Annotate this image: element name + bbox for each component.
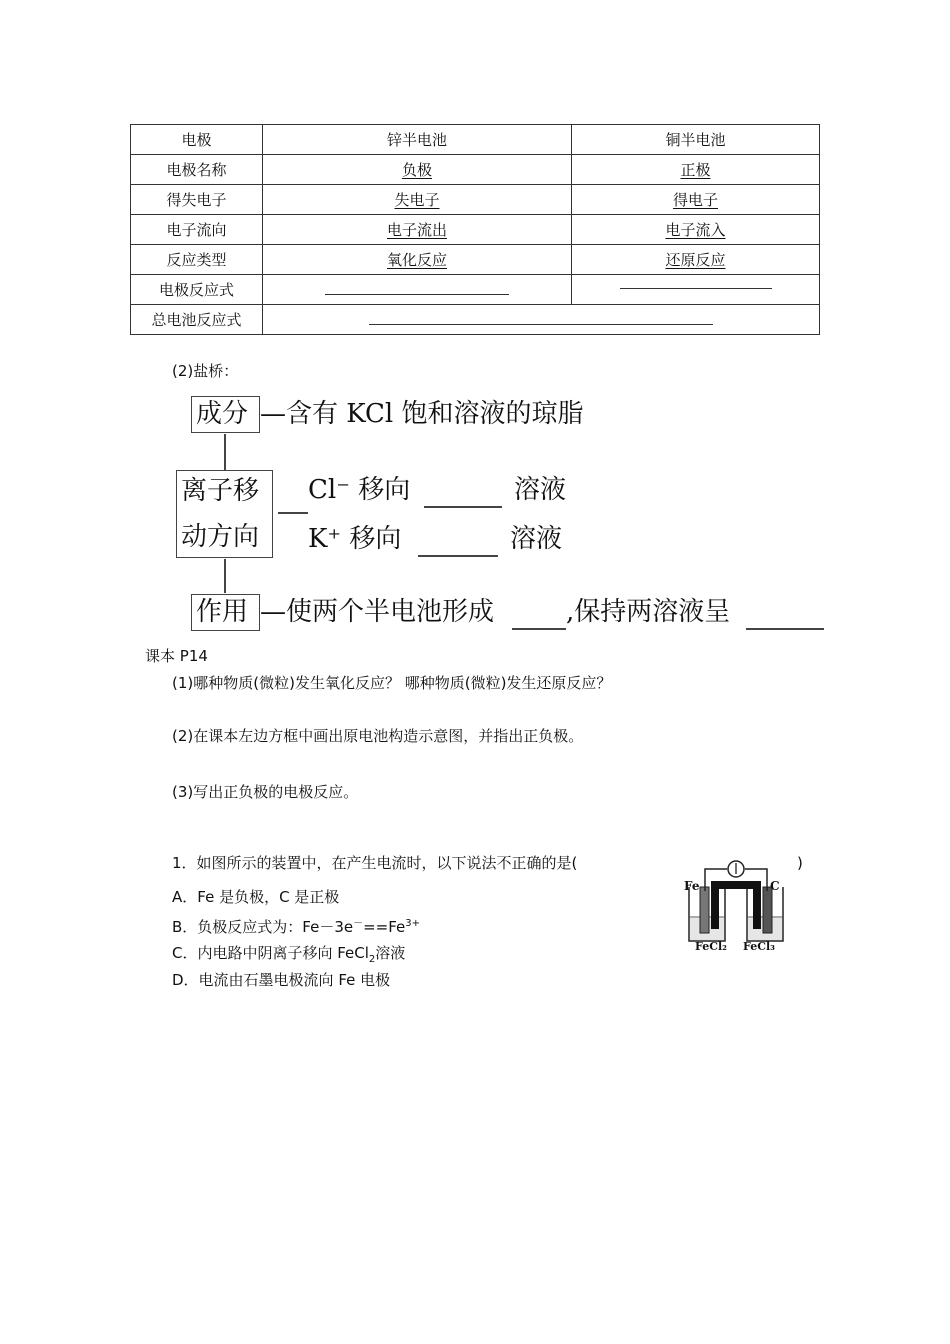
table-row <box>131 245 820 275</box>
total-reaction-blank[interactable] <box>369 314 713 325</box>
k-suffix: 溶液 <box>510 524 563 554</box>
zn-value: 负极 <box>401 160 432 179</box>
zn-reaction-blank[interactable] <box>325 284 509 295</box>
function-answer-blank-1[interactable] <box>512 628 566 630</box>
cl-suffix: 溶液 <box>514 475 567 505</box>
connector-line <box>224 434 226 470</box>
cl-migration-text: Cl⁻ 移向 <box>308 475 411 505</box>
option-b-mid: ==Fe <box>363 918 406 936</box>
connector-line <box>224 559 226 593</box>
function-answer-blank-2[interactable] <box>746 628 824 630</box>
row-label: 总电池反应式 <box>131 305 263 335</box>
option-c-suffix: 溶液 <box>375 944 406 962</box>
c-label: C <box>770 879 780 893</box>
question-1-close-paren: ) <box>797 854 803 872</box>
cu-value: 还原反应 <box>665 250 726 269</box>
fecl3-label: FeCl₃ <box>743 940 775 953</box>
fe-electrode <box>700 887 709 933</box>
option-b-prefix: B．负极反应式为：Fe－3e <box>172 918 354 936</box>
connector-line <box>278 512 308 514</box>
option-a: A．Fe 是负极，C 是正极 <box>172 888 340 906</box>
question-1-stem: 1．如图所示的装置中，在产生电流时，以下说法不正确的是( <box>172 854 578 872</box>
table-row <box>131 155 820 185</box>
zn-value: 失电子 <box>394 190 440 209</box>
option-b <box>172 914 420 937</box>
row-label: 反应类型 <box>131 245 263 275</box>
salt-bridge-heading: (2)盐桥： <box>172 362 239 380</box>
row-label: 电子流向 <box>131 215 263 245</box>
half-cell-comparison-table <box>130 124 820 335</box>
c-electrode <box>763 887 772 933</box>
option-c-prefix: C．内电路中阴离子移向 FeCl <box>172 944 369 962</box>
table-header-row <box>131 125 820 155</box>
composition-box: 成分 <box>191 396 260 433</box>
option-d: D．电流由石墨电极流向 Fe 电极 <box>172 971 391 989</box>
option-b-sup1: － <box>353 918 364 929</box>
migration-box-line1: 离子移 <box>181 476 260 506</box>
function-text-2: ,保持两溶液呈 <box>566 597 731 627</box>
table-row <box>131 305 820 335</box>
migration-box-line2: 动方向 <box>181 522 260 552</box>
cu-value: 电子流入 <box>665 220 726 239</box>
cu-value: 正极 <box>680 160 711 179</box>
table-row <box>131 275 820 305</box>
option-c <box>172 943 405 970</box>
row-label: 电极反应式 <box>131 275 263 305</box>
k-answer-blank[interactable] <box>418 555 498 557</box>
textbook-q1: (1)哪种物质(微粒)发生氧化反应？ 哪种物质(微粒)发生还原反应？ <box>172 674 612 692</box>
salt-bridge <box>711 881 761 929</box>
textbook-q2: (2)在课本左边方框中画出原电池构造示意图，并指出正负极。 <box>172 727 584 745</box>
function-box: 作用 <box>191 594 260 631</box>
cu-reaction-blank[interactable] <box>620 280 772 289</box>
textbook-ref: 课本 P14 <box>145 647 208 665</box>
zn-value: 电子流出 <box>386 220 447 239</box>
row-label: 电极名称 <box>131 155 263 185</box>
table-row <box>131 215 820 245</box>
migration-box <box>176 470 273 558</box>
table-header-cell: 锌半电池 <box>263 125 572 155</box>
fe-label: Fe <box>684 879 700 893</box>
option-b-sup2: 3+ <box>405 918 421 929</box>
k-migration-text: K⁺ 移向 <box>308 524 402 554</box>
row-label: 得失电子 <box>131 185 263 215</box>
cu-value: 得电子 <box>672 190 718 209</box>
zn-value: 氧化反应 <box>386 250 447 269</box>
table-header-cell: 电极 <box>131 125 263 155</box>
function-text: —使两个半电池形成 <box>260 597 495 627</box>
cl-answer-blank[interactable] <box>424 506 502 508</box>
fecl2-label: FeCl₂ <box>695 940 727 953</box>
galvanic-cell-figure <box>683 857 793 966</box>
table-header-cell: 铜半电池 <box>572 125 820 155</box>
option-c-sub: 2 <box>368 954 376 965</box>
table-row <box>131 185 820 215</box>
composition-text: —含有 KCl 饱和溶液的琼脂 <box>260 399 584 429</box>
textbook-q3: (3)写出正负极的电极反应。 <box>172 783 359 801</box>
